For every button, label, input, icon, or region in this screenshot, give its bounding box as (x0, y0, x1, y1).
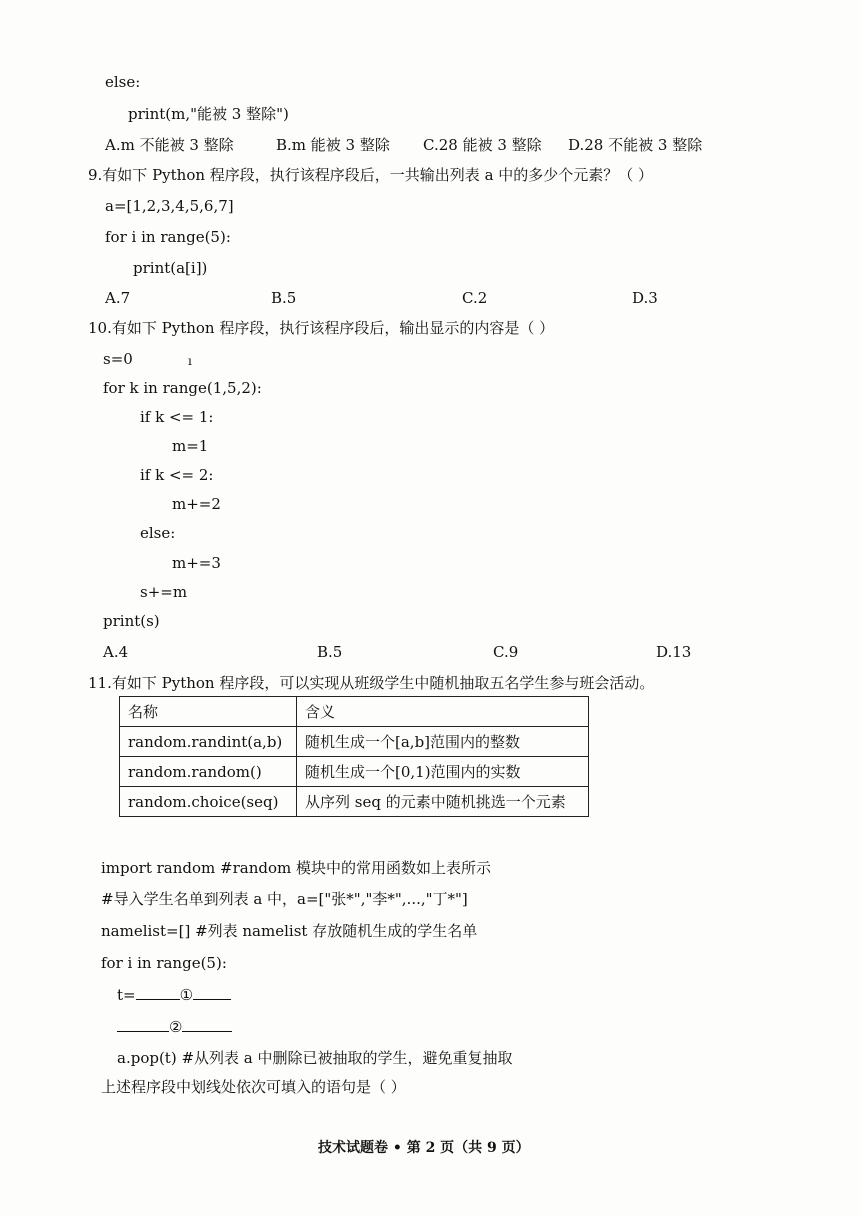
code-line: print(a[i]) (133, 259, 208, 277)
code-line: for i in range(5): (105, 228, 231, 246)
table-header-cell: 含义 (297, 697, 589, 727)
code-line: else: (140, 524, 176, 542)
blank-1-prefix: t= (117, 986, 136, 1004)
code-line: a=[1,2,3,4,5,6,7] (105, 197, 234, 215)
table-cell: random.choice(seq) (120, 787, 297, 817)
code-line: m+=2 (172, 495, 221, 513)
code-line: else: (105, 73, 141, 91)
blank-underline (193, 985, 231, 1000)
code-line: print(m,"能被 3 整除") (128, 105, 289, 123)
option-c: C.28 能被 3 整除 (423, 136, 542, 154)
page-footer: 技术试题卷 • 第 2 页（共 9 页） (318, 1140, 530, 1156)
table-cell: random.randint(a,b) (120, 727, 297, 757)
code-line: import random #random 模块中的常用函数如上表所示 (101, 859, 491, 877)
question-11-prompt: 上述程序段中划线处依次可填入的语句是（ ） (101, 1078, 406, 1096)
question-9-stem: 9.有如下 Python 程序段，执行该程序段后，一共输出列表 a 中的多少个元素？（ ） (88, 166, 654, 184)
code-line: s=0 (103, 350, 133, 368)
blank-line-2 (117, 1017, 232, 1037)
table-row (120, 757, 589, 787)
code-line: print(s) (103, 612, 160, 630)
code-line: #导入学生名单到列表 a 中，a=["张*","李*",...,"丁*"] (101, 890, 468, 908)
blank-underline (136, 985, 180, 1000)
blank-underline (182, 1017, 232, 1032)
code-line: s+=m (140, 583, 188, 601)
blank-2-mark: ② (169, 1018, 183, 1036)
option-c: C.2 (462, 289, 488, 307)
table-row (120, 787, 589, 817)
option-a: A.7 (105, 289, 131, 307)
random-function-table (119, 696, 589, 817)
code-line: m+=3 (172, 554, 221, 572)
option-d: D.28 不能被 3 整除 (568, 136, 703, 154)
option-b: B.5 (317, 643, 343, 661)
option-d: D.13 (656, 643, 692, 661)
table-cell: 从序列 seq 的元素中随机挑选一个元素 (297, 787, 589, 817)
table-header-cell: 名称 (120, 697, 297, 727)
code-line: for i in range(5): (101, 954, 227, 972)
blank-line-1 (117, 985, 231, 1005)
option-a: A.m 不能被 3 整除 (105, 136, 234, 154)
table-cell: 随机生成一个[a,b]范围内的整数 (297, 727, 589, 757)
option-a: A.4 (103, 643, 129, 661)
question-11-stem: 11.有如下 Python 程序段，可以实现从班级学生中随机抽取五名学生参与班会活动。 (88, 674, 655, 692)
table-cell: random.random() (120, 757, 297, 787)
table-cell: 随机生成一个[0,1)范围内的实数 (297, 757, 589, 787)
option-b: B.5 (271, 289, 297, 307)
code-line: if k <= 1: (140, 408, 214, 426)
option-b: B.m 能被 3 整除 (276, 136, 390, 154)
blank-underline (117, 1017, 169, 1032)
table-header-row (120, 697, 589, 727)
code-line: a.pop(t) #从列表 a 中删除已被抽取的学生，避免重复抽取 (117, 1049, 513, 1067)
blank-1-mark: ① (179, 986, 194, 1004)
code-line: namelist=[] #列表 namelist 存放随机生成的学生名单 (101, 922, 478, 940)
code-line: m=1 (172, 437, 209, 455)
option-d: D.3 (632, 289, 658, 307)
code-line: if k <= 2: (140, 466, 214, 484)
stray-mark: ı (188, 354, 192, 368)
question-10-stem: 10.有如下 Python 程序段，执行该程序段后，输出显示的内容是（ ） (88, 319, 555, 337)
code-line: for k in range(1,5,2): (103, 379, 262, 397)
table-row (120, 727, 589, 757)
option-c: C.9 (493, 643, 519, 661)
